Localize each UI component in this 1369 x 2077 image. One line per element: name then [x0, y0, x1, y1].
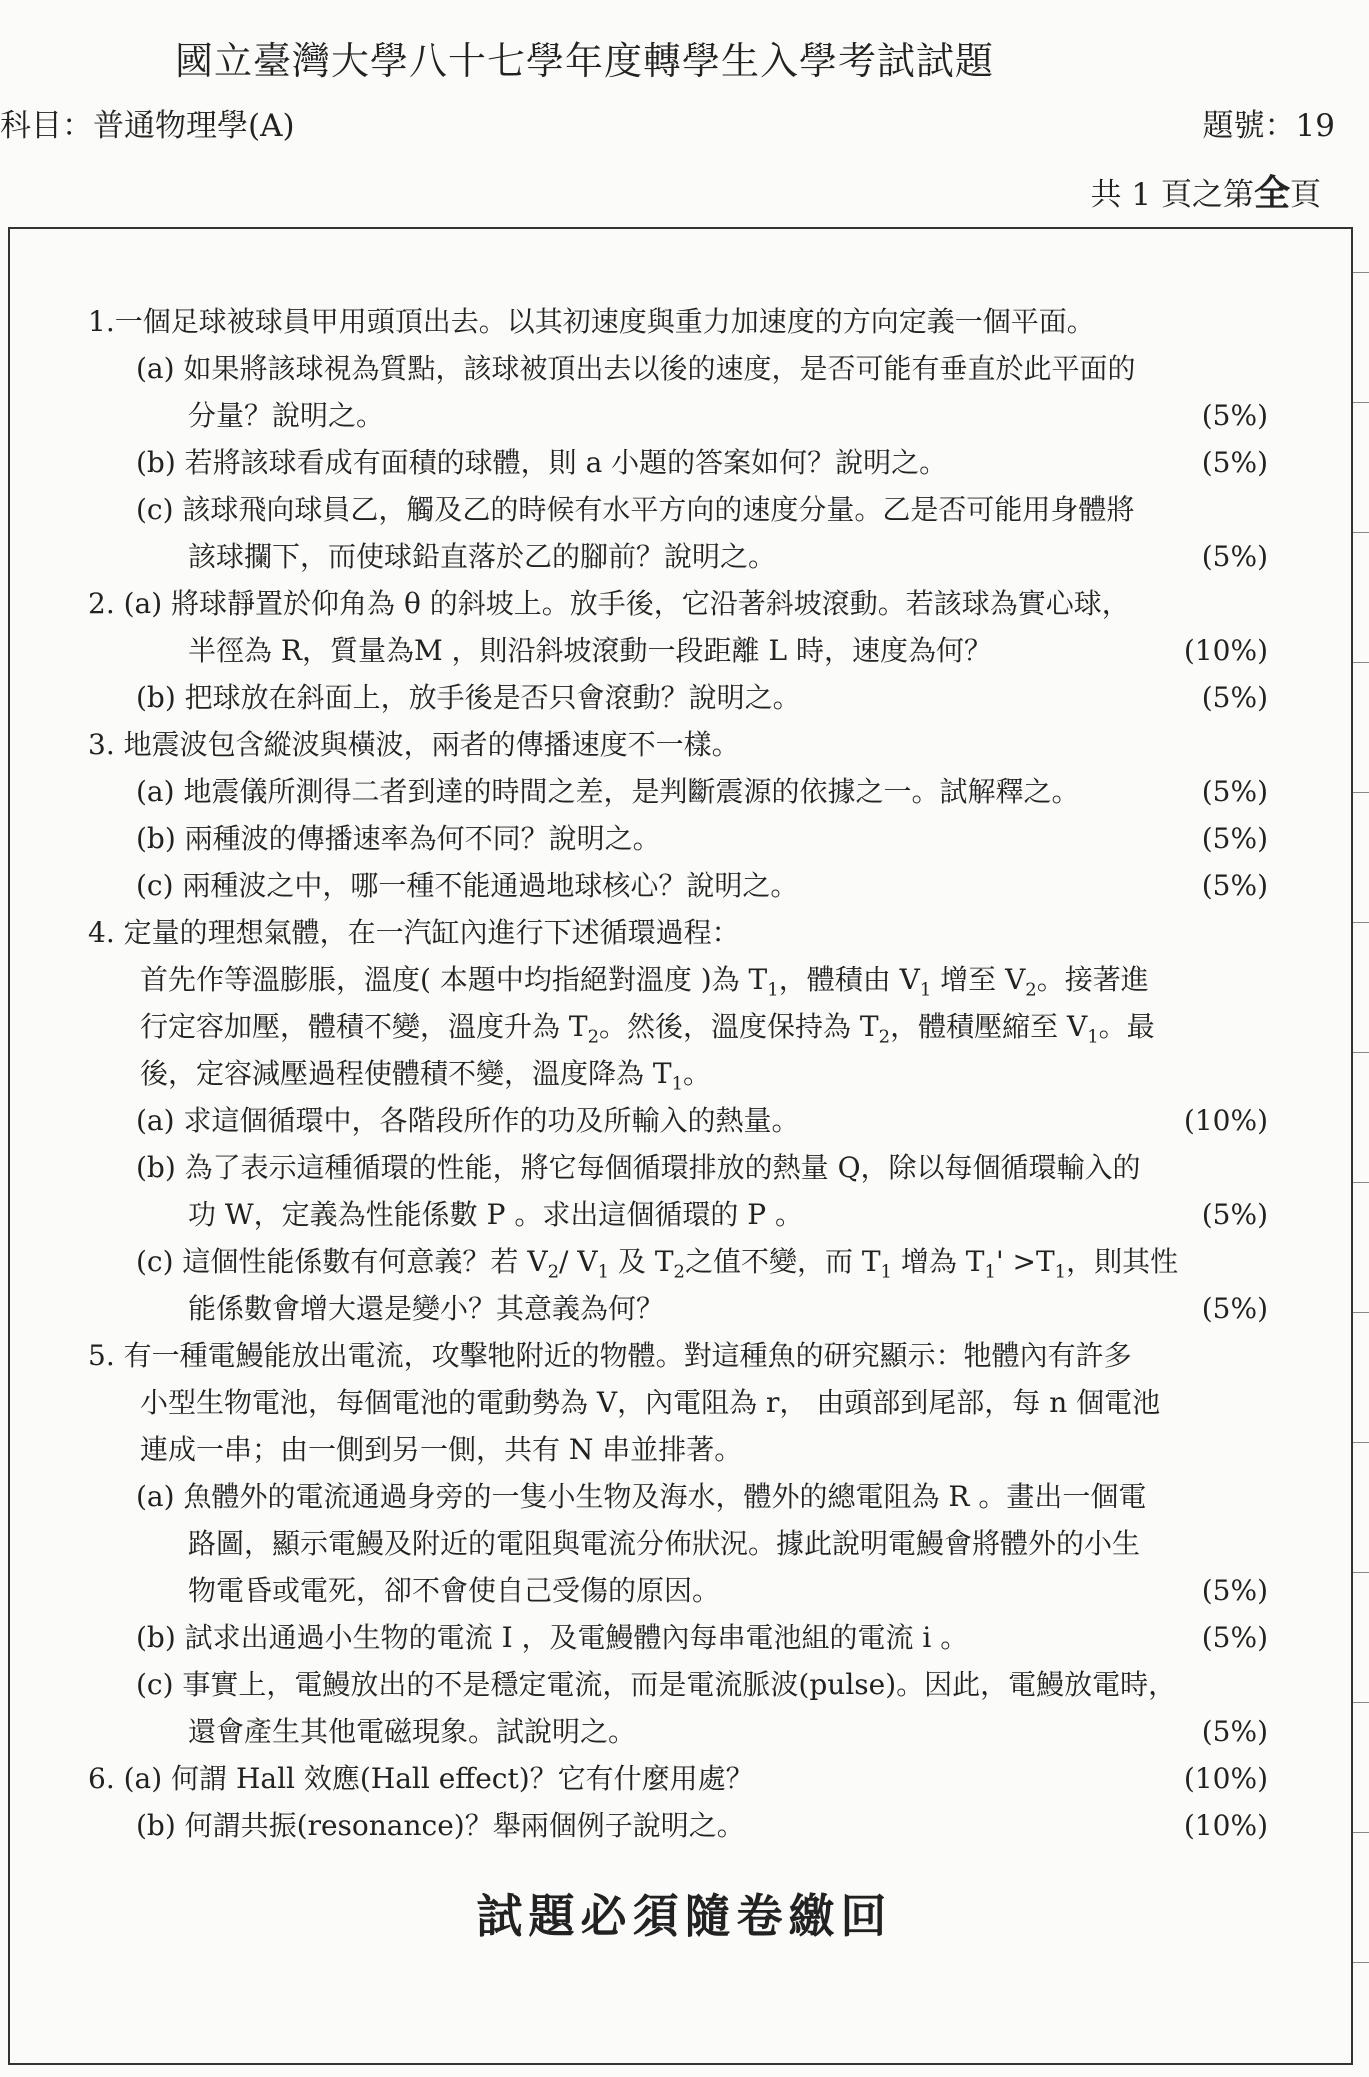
- q4-p1a: 首先作等溫膨脹，溫度( 本題中均指絕對溫度 )為 T: [140, 963, 768, 996]
- q4-p2a: 行定容加壓，體積不變，溫度升為 T: [140, 1010, 588, 1043]
- q3c-text: (c) 兩種波之中，哪一種不能通過地球核心？說明之。: [136, 869, 799, 902]
- q2b-line: [88, 674, 1268, 721]
- q4c-part: ' >T: [995, 1245, 1055, 1278]
- q3b-text: (b) 兩種波的傳播速率為何不同？說明之。: [136, 822, 661, 855]
- q4c-part: 之值不變，而 T: [684, 1245, 881, 1278]
- q4c-part: 及 T: [609, 1245, 674, 1278]
- questions: [88, 298, 1268, 1849]
- q4c-points: (5%): [1201, 1292, 1268, 1325]
- q5c-line1: (c) 事實上，電鰻放出的不是穩定電流，而是電流脈波(pulse)。因此，電鰻放電時，: [136, 1668, 1177, 1701]
- q5a-line3: [88, 1567, 1268, 1614]
- q4-para-line1: [88, 956, 1268, 1003]
- q4-p2b: 。然後，溫度保持為 T: [599, 1010, 879, 1043]
- q4c-line2: [88, 1285, 1268, 1332]
- q1c-line2: [88, 533, 1268, 580]
- q5a-line1: (a) 魚體外的電流通過身旁的一隻小生物及海水，體外的總電阻為 R 。畫出一個電: [136, 1480, 1147, 1513]
- q1c-line1: (c) 該球飛向球員乙，觸及乙的時候有水平方向的速度分量。乙是否可能用身體將: [136, 493, 1135, 526]
- q6a-points: (10%): [1183, 1762, 1268, 1795]
- q2a-text: 半徑為 R，質量為M ，則沿斜坡滾動一段距離 L 時，速度為何？: [188, 634, 992, 667]
- q5c-text: 還會產生其他電磁現象。試說明之。: [188, 1715, 637, 1748]
- q4-sub: 2: [878, 1026, 891, 1048]
- q3a-text: (a) 地震儀所測得二者到達的時間之差，是判斷震源的依據之一。試解釋之。: [136, 775, 1080, 808]
- exam-title: 國立臺灣大學八十七學年度轉學生入學考試試題: [175, 39, 995, 83]
- q3b-points: (5%): [1201, 822, 1268, 855]
- q4-sub: 1: [767, 979, 779, 1001]
- q1a-points: (5%): [1201, 399, 1268, 432]
- q6b-text: (b) 何謂共振(resonance)？舉兩個例子說明之。: [136, 1809, 745, 1842]
- q4c-part: 增為 T: [892, 1245, 985, 1278]
- q2a-points: (10%): [1183, 634, 1268, 667]
- q4-p1c: 增至 V: [931, 963, 1026, 996]
- page-count: [1091, 165, 1321, 216]
- q4b-line1: (b) 為了表示這種循環的性能，將它每個循環排放的熱量 Q，除以每個循環輸入的: [136, 1151, 1141, 1184]
- q4-sub: 1: [1054, 1261, 1067, 1283]
- q4-para-line2: [88, 1003, 1268, 1050]
- q4-p3a: 後，定容減壓過程使體積不變，溫度降為 T: [140, 1057, 672, 1090]
- q6b-points: (10%): [1183, 1809, 1268, 1842]
- page-count-prefix: 共 1 頁之第: [1090, 177, 1254, 213]
- q4-sub: 2: [1025, 979, 1037, 1001]
- q4a-line: [88, 1097, 1268, 1144]
- q4c-line1: [88, 1238, 1268, 1285]
- q1c-points: (5%): [1201, 540, 1268, 573]
- q5b-text: (b) 試求出通過小生物的電流 I ，及電鰻體內每串電池組的電流 i 。: [136, 1621, 969, 1654]
- q4-sub: 2: [673, 1261, 685, 1283]
- q1c-text: 該球攔下，而使球鉛直落於乙的腳前？說明之。: [188, 540, 777, 573]
- q5-stem-line3: 連成一串；由一側到另一側，共有 N 串並排著。: [140, 1433, 743, 1466]
- q4c-part: ，則其性: [1066, 1245, 1179, 1278]
- q4-sub: 1: [671, 1073, 684, 1095]
- q4c-part: (c) 這個性能係數有何意義？若 V: [136, 1245, 548, 1278]
- q5b-points: (5%): [1201, 1621, 1268, 1654]
- q5a-points: (5%): [1201, 1574, 1268, 1607]
- q4b-points: (5%): [1201, 1198, 1268, 1231]
- q2a-line1: 2. (a) 將球靜置於仰角為 θ 的斜坡上。放手後，它沿著斜坡滾動。若該球為實心球，: [88, 587, 1130, 620]
- q5c-line2: [88, 1708, 1268, 1755]
- page-count-current: 全: [1253, 172, 1290, 214]
- q4c-part: / V: [559, 1245, 598, 1278]
- q4-sub: 1: [597, 1261, 610, 1283]
- q4-p1b: ，體積由 V: [778, 963, 920, 996]
- q1b-points: (5%): [1201, 446, 1268, 479]
- q5c-points: (5%): [1201, 1715, 1268, 1748]
- q2b-text: (b) 把球放在斜面上，放手後是否只會滾動？說明之。: [136, 681, 801, 714]
- q3a-points: (5%): [1201, 775, 1268, 808]
- q1-stem: 1.一個足球被球員甲用頭頂出去。以其初速度與重力加速度的方向定義一個平面。: [88, 305, 1095, 338]
- q4-para-line3: [88, 1050, 1268, 1097]
- q4-p1d: 。接著進: [1036, 963, 1149, 996]
- q3b-line: [88, 815, 1268, 862]
- q4-sub: 1: [1087, 1026, 1099, 1048]
- question-number: 題號：19: [1202, 108, 1335, 144]
- q4-p2d: 。最: [1098, 1010, 1155, 1043]
- q6a-text: 6. (a) 何謂 Hall 效應(Hall effect)？它有什麼用處？: [88, 1762, 754, 1795]
- q4-sub: 1: [880, 1261, 892, 1283]
- q4-p3b: 。: [683, 1057, 712, 1090]
- q1b-line: [88, 439, 1268, 486]
- q5a-text: 物電昏或電死，卻不會使自己受傷的原因。: [188, 1574, 721, 1607]
- q3c-line: [88, 862, 1268, 909]
- page-count-suffix: 頁: [1290, 177, 1321, 213]
- q6a-line: [88, 1755, 1268, 1802]
- q4c-text: 能係數會增大還是變小？其意義為何？: [188, 1292, 665, 1325]
- margin-ticks: [1353, 227, 1369, 2065]
- q4-sub: 2: [547, 1261, 560, 1283]
- q2b-points: (5%): [1201, 681, 1268, 714]
- q4b-text: 功 W，定義為性能係數 P 。求出這個循環的 P 。: [188, 1198, 803, 1231]
- q4-p2c: ，體積壓縮至 V: [890, 1010, 1088, 1043]
- q3c-points: (5%): [1201, 869, 1268, 902]
- q2a-line2: [88, 627, 1268, 674]
- q3-stem: 3. 地震波包含縱波與橫波，兩者的傳播速度不一樣。: [88, 728, 740, 761]
- q3a-line: [88, 768, 1268, 815]
- q4-sub: 2: [587, 1026, 600, 1048]
- q4-stem: 4. 定量的理想氣體，在一汽缸內進行下述循環過程：: [88, 916, 740, 949]
- q6b-line: [88, 1802, 1268, 1849]
- q5a-line2: 路圖，顯示電鰻及附近的電阻與電流分佈狀況。據此說明電鰻會將體外的小生: [188, 1527, 1141, 1560]
- subject-label: 科目：普通物理學(A): [0, 108, 295, 144]
- q1a-line2: [88, 392, 1268, 439]
- q4a-text: (a) 求這個循環中，各階段所作的功及所輸入的熱量。: [136, 1104, 800, 1137]
- q1b-text: (b) 若將該球看成有面積的球體，則 a 小題的答案如何？說明之。: [136, 446, 948, 479]
- return-notice: 試題必須隨卷繳回: [476, 1889, 893, 1943]
- q4-sub: 1: [984, 1261, 996, 1283]
- q4b-line2: [88, 1191, 1268, 1238]
- q4a-points: (10%): [1183, 1104, 1268, 1137]
- q5-stem-line1: 5. 有一種電鰻能放出電流，攻擊牠附近的物體。對這種魚的研究顯示：牠體內有許多: [88, 1339, 1132, 1372]
- q5-stem-line2: 小型生物電池，每個電池的電動勢為 V，內電阻為 r， 由頭部到尾部，每 n 個電池: [140, 1386, 1161, 1419]
- q1a-text: 分量？說明之。: [188, 399, 385, 432]
- q4-sub: 1: [919, 979, 932, 1001]
- q5b-line: [88, 1614, 1268, 1661]
- q1a-line1: (a) 如果將該球視為質點，該球被頂出去以後的速度，是否可能有垂直於此平面的: [136, 352, 1136, 385]
